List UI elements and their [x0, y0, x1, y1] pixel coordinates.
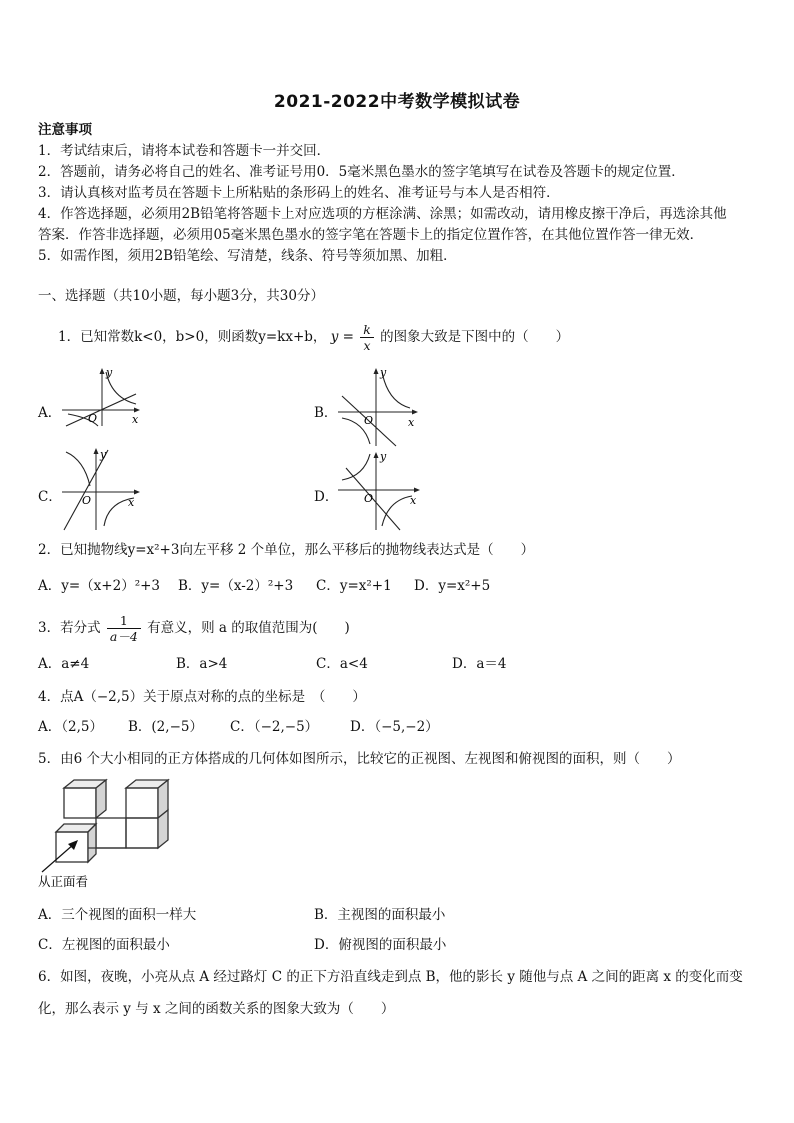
q1-option-a-graph [60, 366, 142, 428]
question-1-stem [58, 322, 569, 353]
notice-heading: 注意事项 [38, 122, 92, 138]
q5-option-b: B．主视图的面积最小 [314, 907, 446, 923]
q2-option-d: D．y=x²+5 [414, 578, 491, 594]
notice-item-5: 5．如需作图，须用2B铅笔绘、写清楚，线条、符号等须加黑、加粗． [38, 248, 457, 264]
q5-option-a: A．三个视图的面积一样大 [38, 907, 197, 923]
q2-option-c: C．y=x²+1 [316, 578, 392, 594]
q1-a-origin: O [88, 412, 98, 425]
question-5-stem: 5．由6 个大小相同的正方体搭成的几何体如图所示，比较它的正视图、左视图和俯视图的面积，则（ ） [38, 751, 681, 767]
q5-cube-figure [34, 776, 174, 890]
notice-item-4-cont: 答案．作答非选择题，必须用05毫米黑色墨水的签字笔在答题卡上的指定位置作答，在其他位置作答一律无效． [38, 227, 704, 243]
q1-b-x-label: x [408, 416, 415, 429]
question-6-line-1: 6．如图，夜晚，小亮从点 A 经过路灯 C 的正下方沿直线走到点 B，他的影长 y 随他与点 A 之间的距离 x 的变化而变 [38, 969, 743, 985]
q1-option-d-label: D． [314, 489, 339, 505]
q3-stem-part-a: 3．若分式 [38, 620, 101, 636]
question-4-stem: 4．点A（−2,5）关于原点对称的点的坐标是 （ ） [38, 689, 366, 705]
q1-stem-part-b: 的图象大致是下图中的（ ） [380, 329, 570, 345]
q1-option-d-graph [336, 450, 422, 532]
question-6-line-2: 化，那么表示 y 与 x 之间的函数关系的图象大致为（ ） [38, 1001, 395, 1017]
question-3-stem [38, 612, 350, 644]
q4-option-a: A．（2,5） [38, 719, 103, 735]
q1-option-c-graph [60, 446, 142, 532]
q3-frac-numerator: 1 [107, 613, 141, 629]
q3-option-b: B．a>4 [176, 656, 228, 672]
q1-a-x-label: x [132, 413, 139, 426]
q3-fraction [107, 613, 141, 644]
q1-option-b-graph [336, 366, 420, 448]
question-2-stem: 2．已知抛物线y=x²+3向左平移 2 个单位，那么平移后的抛物线表达式是（ ） [38, 542, 535, 558]
q4-option-d: D．（−5,−2） [350, 719, 439, 735]
q1-a-y-label: y [106, 366, 113, 379]
q1-d-x-label: x [410, 494, 417, 507]
notice-item-2: 2．答题前，请务必将自己的姓名、准考证号用0．5毫米黑色墨水的签字笔填写在试卷及答题卡的规定位置． [38, 164, 685, 180]
q3-stem-part-b: 有意义，则 a 的取值范围为( ) [147, 620, 350, 636]
q1-y-equals: y = [330, 329, 354, 345]
section-heading: 一、选择题（共10小题，每小题3分，共30分） [38, 288, 324, 304]
q1-frac-denominator: x [363, 338, 371, 353]
q1-option-a-label: A． [38, 405, 62, 421]
q1-c-origin: O [82, 494, 92, 507]
notice-item-1: 1．考试结束后，请将本试卷和答题卡一并交回． [38, 143, 331, 159]
q3-frac-denominator: a－4 [109, 629, 138, 644]
notice-item-4: 4．作答选择题，必须用2B铅笔将答题卡上对应选项的方框涂满、涂黑；如需改动，请用橡皮擦干净后，再选涂其他 [38, 206, 727, 222]
q1-c-y-label: y [100, 448, 107, 461]
q3-option-d: D．a＝4 [452, 656, 507, 672]
q2-option-b: B．y=（x-2）²+3 [178, 578, 294, 594]
q1-d-y-label: y [380, 450, 387, 463]
q1-stem-part-a: 1．已知常数k<0，b>0，则函数y=kx+b， [58, 329, 327, 345]
notice-item-3: 3．请认真核对监考员在答题卡上所粘贴的条形码上的姓名、准考证号与本人是否相符． [38, 185, 560, 201]
q3-option-c: C．a<4 [316, 656, 368, 672]
q1-frac-numerator: k [360, 322, 374, 338]
q2-option-a: A．y=（x+2）²+3 [38, 578, 161, 594]
q1-option-b-label: B． [314, 405, 338, 421]
q4-option-b: B．(2,−5） [128, 719, 203, 735]
q1-fraction [360, 322, 374, 353]
q1-d-origin: O [364, 492, 374, 505]
q1-b-y-label: y [380, 366, 387, 379]
q1-b-origin: O [364, 414, 374, 427]
q1-option-c-label: C． [38, 489, 62, 505]
q5-option-c: C．左视图的面积最小 [38, 937, 170, 953]
exam-title: 2021-2022中考数学模拟试卷 [273, 92, 521, 112]
q3-option-a: A．a≠4 [38, 656, 90, 672]
q4-option-c: C．（−2,−5） [230, 719, 319, 735]
q1-c-x-label: x [128, 496, 135, 509]
q5-figure-caption: 从正面看 [38, 874, 89, 889]
q5-option-d: D．俯视图的面积最小 [314, 937, 447, 953]
